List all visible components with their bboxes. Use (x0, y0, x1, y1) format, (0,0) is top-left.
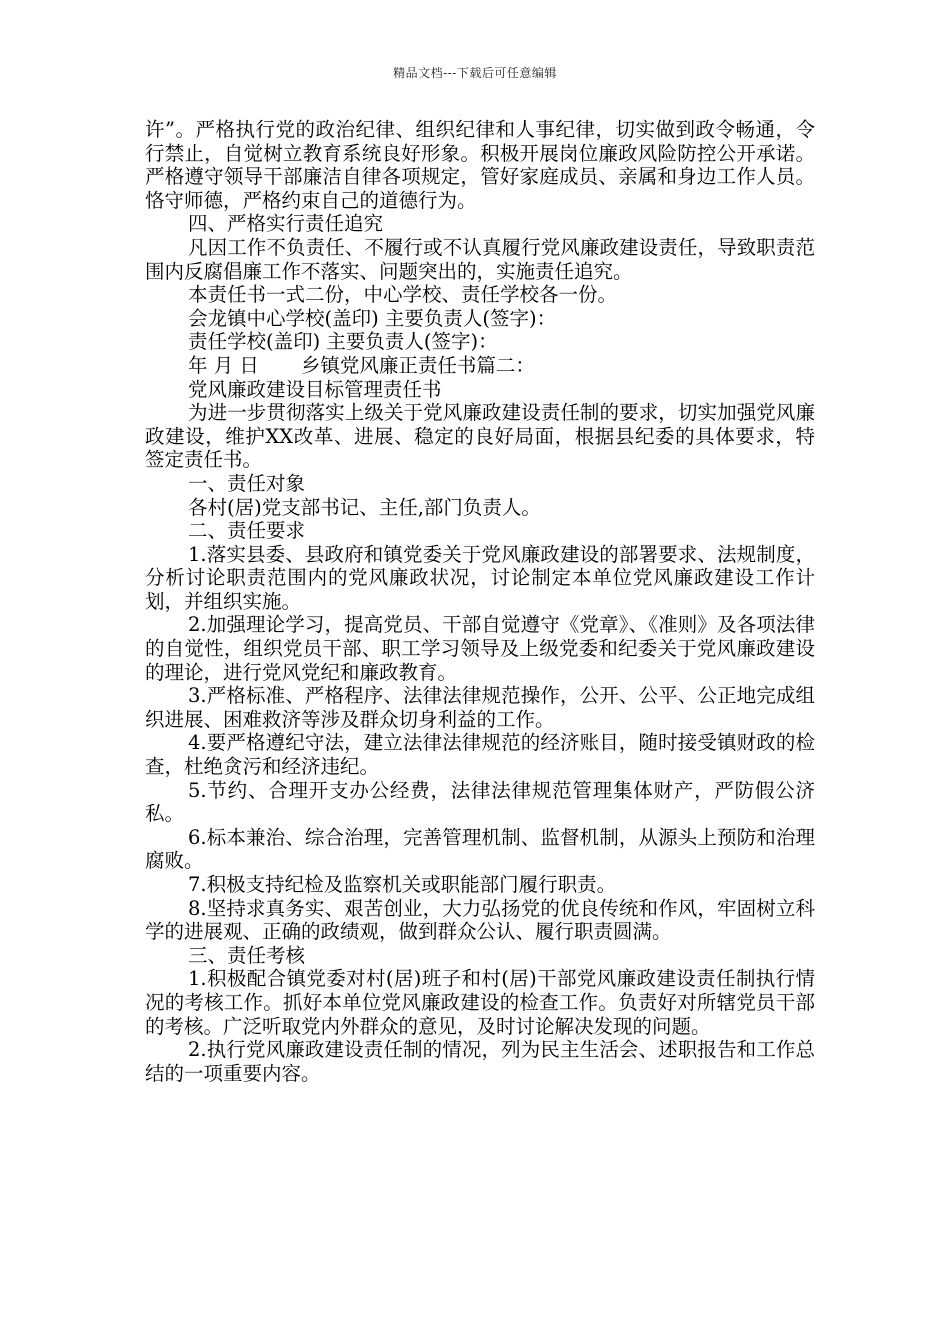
list-item: 1.落实县委、县政府和镇党委关于党风廉政建设的部署要求、法规制度，分析讨论职责范围内的党风廉政状况，讨论制定本单位党风廉政建设工作计划，并组织实施。 (145, 542, 815, 613)
section-heading: 一、责任对象 (188, 471, 306, 495)
list-item: 5.节约、合理开支办公经费，法律法律规范管理集体财产，严防假公济私。 (145, 778, 815, 826)
signature-line: 责任学校(盖印) 主要负责人(签字)： (188, 330, 498, 354)
list-item: 2.加强理论学习，提高党员、干部自觉遵守《党章》、《准则》及各项法律的自觉性，组织党员干部、职工学习领导及上级党委和纪委关于党风廉政建设的理论，进行党风党纪和廉政教育。 (145, 613, 815, 684)
section-heading: 四、严格实行责任追究 (188, 212, 384, 236)
list-item: 1.积极配合镇党委对村(居)班子和村(居)干部党风廉政建设责任制执行情况的考核工作。抓好本单位党风廉政建设的检查工作。负责好对所辖党员干部的考核。广泛听取党内外群众的意见，及时讨论解决发现的问题。 (145, 967, 815, 1038)
page-header: 精品文档---下载后可任意编辑 (393, 66, 557, 80)
list-item: 3.严格标准、严格程序、法律法律规范操作，公开、公平、公正地完成组织进展、困难救济等涉及群众切身利益的工作。 (145, 684, 815, 731)
section-heading: 三、责任考核 (188, 943, 306, 967)
date-line: 年 月 日 (188, 353, 259, 377)
document-body (145, 118, 815, 1085)
list-item: 8.坚持求真务实、艰苦创业，大力弘扬党的优良传统和作风，牢固树立科学的进展观、正确的政绩观，做到群众公认、履行职责圆满。 (145, 896, 815, 944)
paragraph: 为进一步贯彻落实上级关于党风廉政建设责任制的要求，切实加强党风廉政建设，维护XX改革、进展、稳定的良好局面，根据县纪委的具体要求，特签定责任书。 (145, 401, 815, 472)
section-heading: 二、责任要求 (188, 519, 306, 543)
list-item: 6.标本兼治、综合治理，完善管理机制、监督机制，从源头上预防和治理腐败。 (145, 825, 815, 873)
list-item: 7.积极支持纪检及监察机关或职能部门履行职责。 (188, 873, 617, 896)
paragraph: 许”。严格执行党的政治纪律、组织纪律和人事纪律，切实做到政令畅通，令行禁止，自觉树立教育系统良好形象。积极开展岗位廉政风险防控公开承诺。严格遵守领导干部廉洁自律各项规定，管好家庭成员、亲属和身边工作人员。恪守师德，严格约束自己的道德行为。 (145, 118, 815, 212)
paragraph: 本责任书一式二份，中心学校、责任学校各一份。 (188, 283, 618, 307)
list-item: 4.要严格遵纪守法，建立法律法律规范的经济账目，随时接受镇财政的检查，杜绝贪污和经济违纪。 (145, 731, 815, 779)
document-title: 党风廉政建设目标管理责任书 (188, 377, 442, 401)
paragraph: 凡因工作不负责任、不履行或不认真履行党风廉政建设责任，导致职责范围内反腐倡廉工作不落实、问题突出的，实施责任追究。 (145, 235, 815, 283)
signature-line: 会龙镇中心学校(盖印) 主要负责人(签字)： (188, 306, 557, 330)
list-item: 2.执行党风廉政建设责任制的情况，列为民主生活会、述职报告和工作总结的一项重要内容。 (145, 1038, 815, 1085)
date-and-title-line (145, 354, 815, 378)
section-title: 乡镇党风廉正责任书篇二： (300, 353, 535, 377)
paragraph: 各村(居)党支部书记、主任,部门负责人。 (188, 495, 541, 519)
